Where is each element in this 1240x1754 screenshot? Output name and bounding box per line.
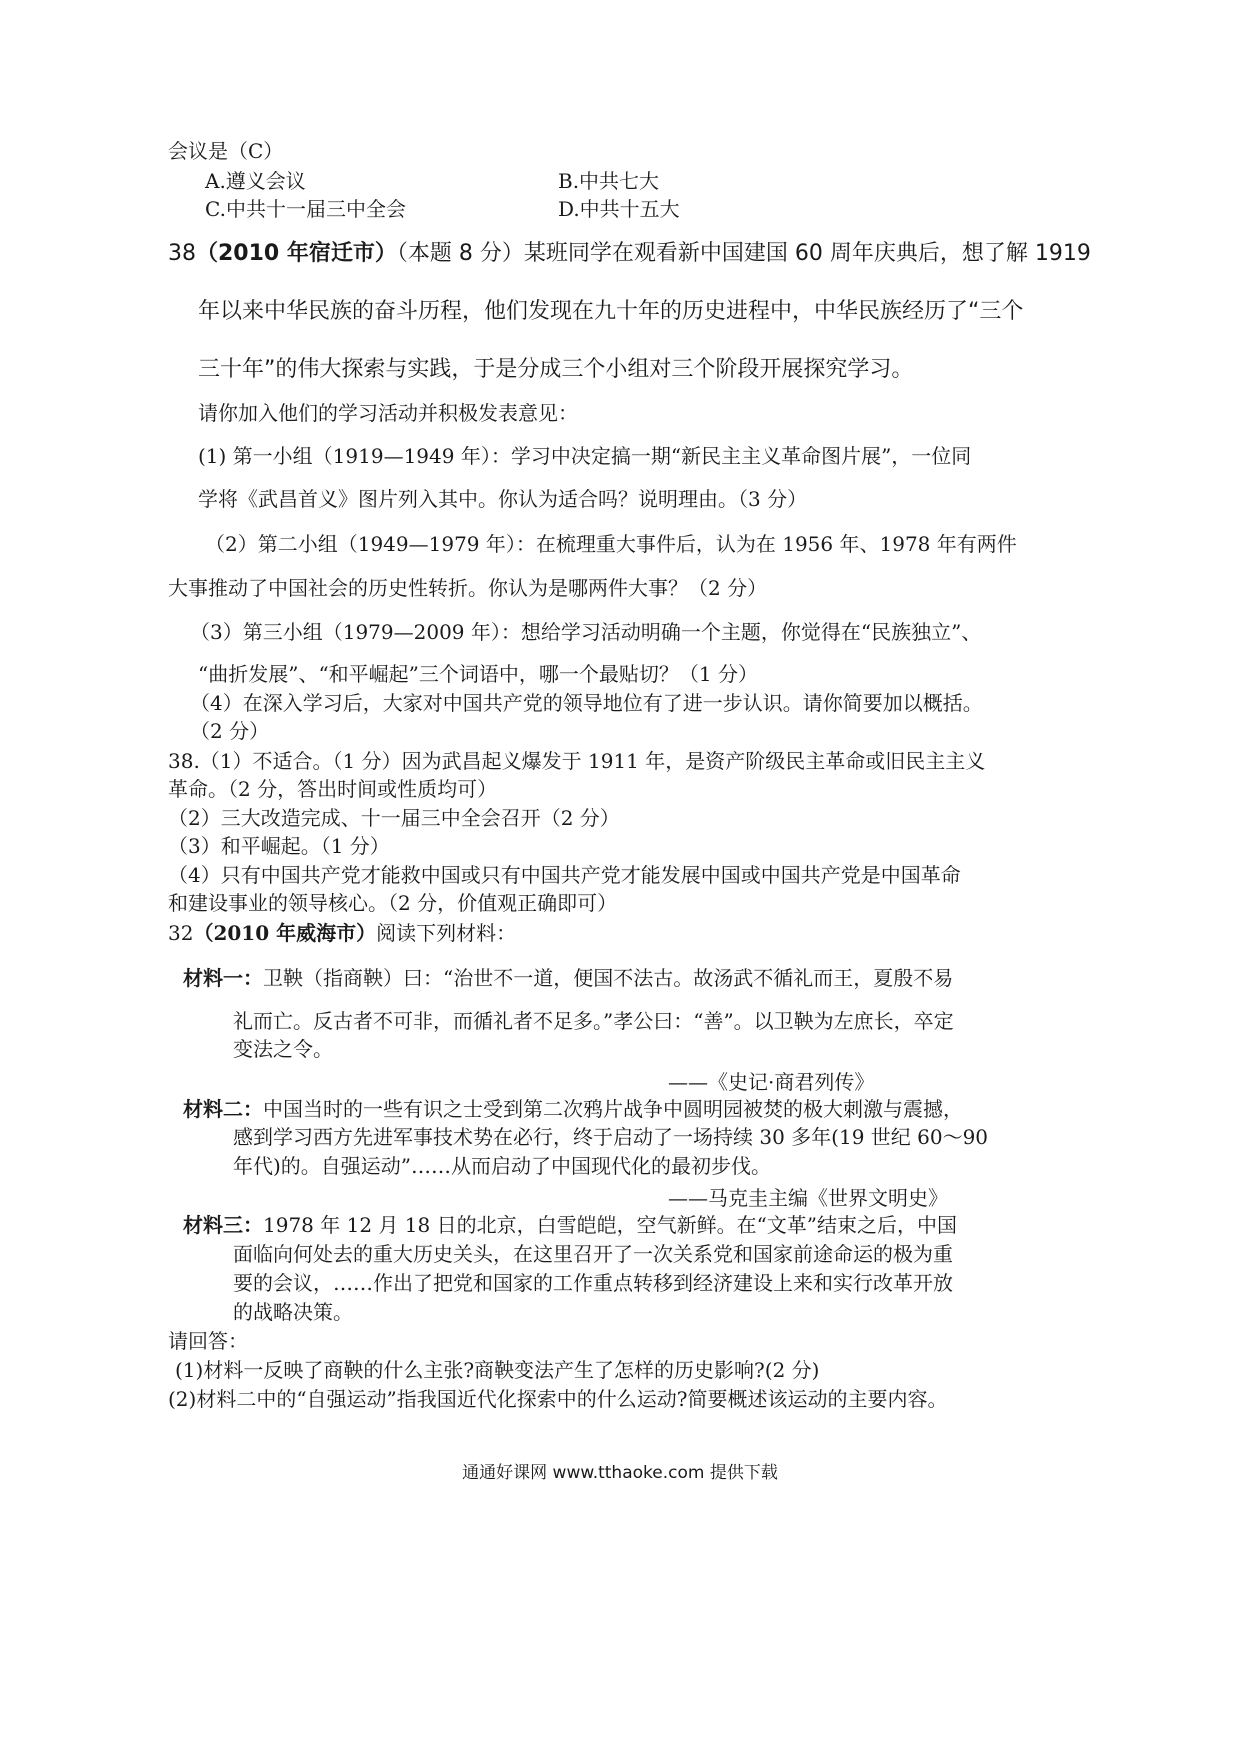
- material-3-line-2: 面临向何处去的重大历史关头，在这里召开了一次关系党和国家前途命运的极为重: [233, 1242, 953, 1266]
- material-1-text-1: 卫鞅（指商鞅）曰：“治世不一道，便国不法古。故汤武不循礼而王，夏殷不易: [263, 966, 954, 990]
- q38-intro-line-3: 三十年”的伟大探索与实践，于是分成三个小组对三个阶段开展探究学习。: [198, 357, 914, 382]
- q38-source: （2010 年宿迁市）: [196, 241, 397, 266]
- material-2-text-1: 中国当时的一些有识之士受到第二次鸦片战争中圆明园被焚的极大刺激与震撼，: [263, 1097, 963, 1121]
- a38-line-1: 38.（1）不适合。（1 分）因为武昌起义爆发于 1911 年，是资产阶级民主革命或旧民主主义: [168, 749, 986, 773]
- material-1-line-3: 变法之令。: [233, 1037, 333, 1061]
- material-3-line-4: 的战略决策。: [233, 1300, 353, 1324]
- material-2-line-2: 感到学习西方先进军事技术势在必行，终于启动了一场持续 30 多年(19 世纪 60～90: [233, 1125, 989, 1149]
- q38-sub1-line-1: (1) 第一小组（1919—1949 年）：学习中决定搞一期“新民主主义革命图片展”，一位同: [198, 444, 972, 468]
- q32-intro: [168, 920, 516, 946]
- a38-line-4: （3）和平崛起。（1 分）: [168, 834, 390, 858]
- material-3-label: 材料三：: [183, 1213, 263, 1237]
- material-1-source: ——《史记·商君列传》: [668, 1070, 875, 1094]
- material-2-line-3: 年代)的。自强运动”……从而启动了中国现代化的最初步伐。: [233, 1154, 772, 1178]
- material-3-line-3: 要的会议，……作出了把党和国家的工作重点转移到经济建设上来和实行改革开放: [233, 1271, 953, 1295]
- q38-sub1-line-2: 学将《武昌首义》图片列入其中。你认为适合吗？说明理由。（3 分）: [198, 487, 808, 511]
- option-d: D.中共十五大: [558, 197, 680, 221]
- material-2-line-1: [183, 1096, 963, 1122]
- material-1-label: 材料一：: [183, 966, 263, 990]
- option-c: C.中共十一届三中全会: [205, 197, 406, 221]
- q38-sub2-line-1: （2）第二小组（1949—1979 年）：在梳理重大事件后，认为在 1956 年、1978 年有两件: [205, 532, 1017, 556]
- a38-line-5: （4）只有中国共产党才能救中国或只有中国共产党才能发展中国或中国共产党是中国革命: [168, 863, 961, 887]
- q32-number: 32: [168, 921, 194, 945]
- q38-sub3-line-2: “曲折发展”、“和平崛起”三个词语中，哪一个最贴切？（1 分）: [198, 662, 758, 686]
- question-tail: 会议是（C）: [168, 139, 284, 163]
- material-1-line-2: 礼而亡。反古者不可非，而循礼者不足多。”孝公曰：“善”。以卫鞅为左庶长，卒定: [233, 1009, 954, 1033]
- a38-line-3: （2）三大改造完成、十一届三中全会召开（2 分）: [168, 806, 620, 830]
- material-2-source: ——马克圭主编《世界文明史》: [668, 1186, 948, 1210]
- q32-intro-text: 阅读下列材料：: [376, 921, 517, 945]
- q38-prompt: 请你加入他们的学习活动并积极发表意见：: [198, 401, 578, 425]
- page-footer: 通通好课网 www.tthaoke.com 提供下载: [462, 1463, 778, 1483]
- q32-source: （2010 年威海市）: [193, 921, 377, 945]
- q38-intro-line-1: [168, 240, 1091, 268]
- q38-number: 38: [168, 241, 196, 266]
- q38-intro-line-2: 年以来中华民族的奋斗历程，他们发现在九十年的历史进程中，中华民族经历了“三个: [198, 299, 1024, 324]
- q32-ask: 请回答：: [168, 1329, 248, 1353]
- q38-sub3-line-1: （3）第三小组（1979—2009 年）：想给学习活动明确一个主题，你觉得在“民族独立”、: [190, 620, 982, 644]
- q38-sub2-line-2: 大事推动了中国社会的历史性转折。你认为是哪两件大事？（2 分）: [168, 576, 768, 600]
- option-b: B.中共七大: [558, 169, 660, 193]
- material-1-line-1: [183, 965, 953, 991]
- q32-question-2: (2)材料二中的“自强运动”指我国近代化探索中的什么运动?简要概述该运动的主要内容。: [168, 1387, 948, 1411]
- material-2-label: 材料二：: [183, 1097, 263, 1121]
- option-a: A.遵义会议: [205, 169, 306, 193]
- material-3-line-1: [183, 1212, 957, 1238]
- a38-line-2: 革命。（2 分，答出时间或性质均可）: [168, 777, 498, 801]
- a38-line-6: 和建设事业的领导核心。（2 分，价值观正确即可）: [168, 891, 618, 915]
- q38-sub4-line-1: （4）在深入学习后，大家对中国共产党的领导地位有了进一步认识。请你简要加以概括。: [190, 691, 983, 715]
- q38-sub4-line-2: （2 分）: [190, 719, 270, 743]
- material-3-text-1: 1978 年 12 月 18 日的北京，白雪皑皑，空气新鲜。在“文革”结束之后，中国: [263, 1213, 958, 1237]
- q32-question-1: (1)材料一反映了商鞅的什么主张?商鞅变法产生了怎样的历史影响?(2 分): [175, 1358, 820, 1382]
- q38-intro-text: （本题 8 分）某班同学在观看新中国建国 60 周年庆典后，想了解 1919: [396, 241, 1091, 266]
